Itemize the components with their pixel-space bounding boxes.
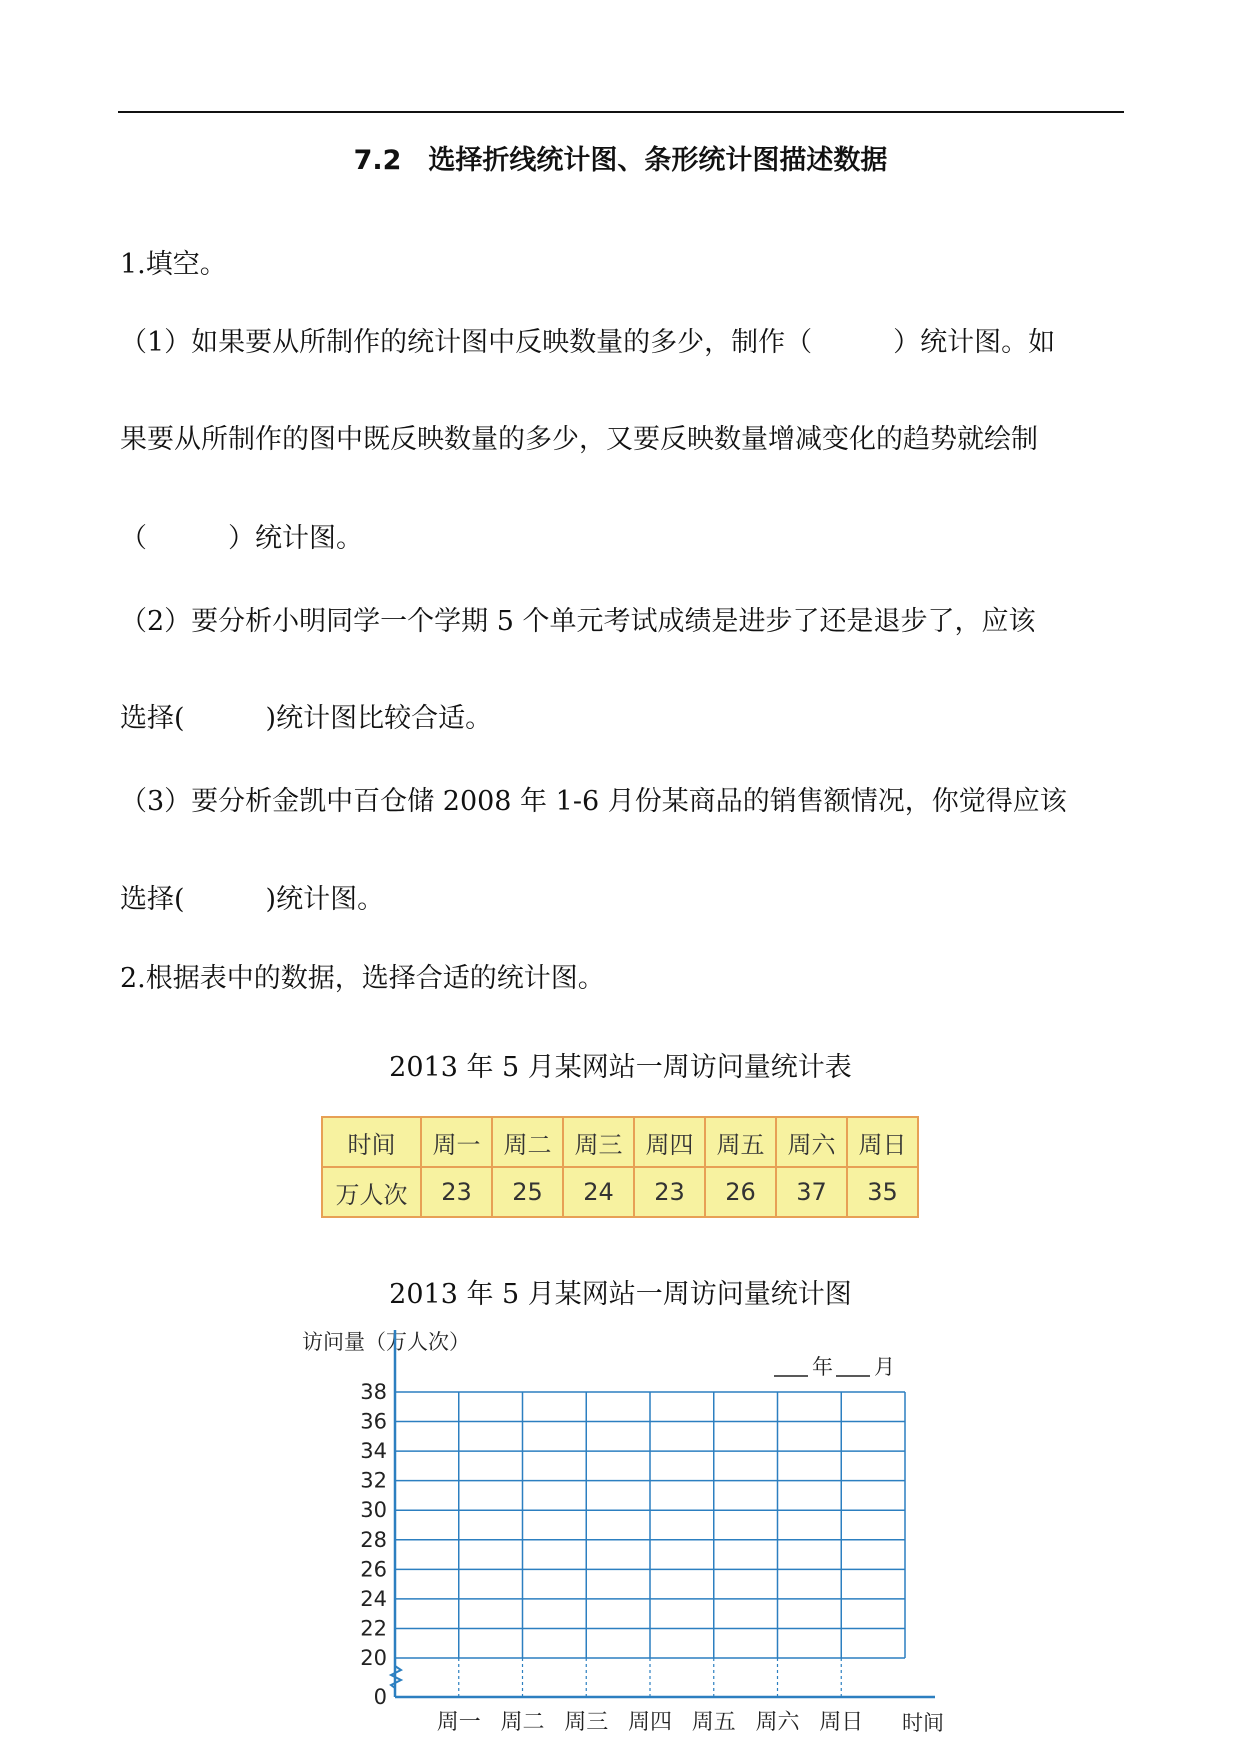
year-month-blank	[774, 1355, 895, 1379]
x-ticks	[437, 1710, 864, 1735]
chart-caption: 2013 年 5 月某网站一周访问量统计图	[389, 1279, 852, 1310]
table-value-cell: 37	[776, 1167, 847, 1217]
y-tick-label: 38	[360, 1380, 387, 1404]
q1-p1-line3: （ ）统计图。	[120, 523, 363, 554]
table-day-cell: 周五	[705, 1117, 776, 1167]
month-label: 月	[874, 1355, 895, 1379]
table-day-cell: 周二	[492, 1117, 563, 1167]
y-tick-label: 26	[360, 1557, 387, 1582]
y-tick-label: 28	[360, 1527, 387, 1552]
table-day-cell: 周一	[421, 1117, 492, 1167]
table-value-label: 万人次	[322, 1167, 421, 1217]
x-axis-label: 时间	[902, 1711, 944, 1735]
table-value-cell: 24	[563, 1167, 634, 1217]
x-tick-label: 周日	[819, 1710, 864, 1735]
blank-line-chart	[290, 1330, 990, 1740]
table-caption: 2013 年 5 月某网站一周访问量统计表	[389, 1052, 852, 1083]
x-tick-label: 周一	[436, 1710, 481, 1735]
q1-p1-line1: （1）如果要从所制作的统计图中反映数量的多少，制作（ ）统计图。如	[120, 327, 1056, 358]
y-tick-label: 24	[360, 1586, 387, 1611]
table-day-cell: 周四	[634, 1117, 705, 1167]
table-header-label: 时间	[322, 1117, 421, 1167]
header-rule	[118, 111, 1124, 113]
x-tick-label: 周四	[627, 1710, 673, 1735]
y-tick-label: 20	[360, 1646, 387, 1670]
q1-p2-line1: （2）要分析小明同学一个学期 5 个单元考试成绩是进步了还是退步了，应该	[120, 606, 1036, 637]
x-tick-label: 周二	[500, 1710, 545, 1735]
x-tick-label: 周五	[691, 1710, 736, 1735]
y-tick-label: 36	[360, 1409, 387, 1434]
x-tick-label: 周六	[755, 1710, 800, 1735]
table-row	[322, 1167, 918, 1217]
table-row	[322, 1117, 918, 1167]
table-day-cell: 周三	[563, 1117, 634, 1167]
q1-p1-line2: 果要从所制作的图中既反映数量的多少，又要反映数量增减变化的趋势就绘制	[120, 424, 1038, 455]
y-tick-label: 32	[360, 1468, 387, 1493]
page-title: 7.2 选择折线统计图、条形统计图描述数据	[353, 145, 888, 176]
q1-p3-line2: 选择( )统计图。	[120, 884, 385, 915]
y-axis-label: 访问量（万人次）	[302, 1330, 470, 1354]
y-ticks	[360, 1380, 387, 1709]
visits-table	[321, 1116, 919, 1218]
y-tick-label: 0	[373, 1685, 387, 1709]
x-tick-label: 周三	[564, 1710, 609, 1735]
table-day-cell: 周六	[776, 1117, 847, 1167]
table-value-cell: 23	[421, 1167, 492, 1217]
y-tick-label: 22	[360, 1616, 387, 1641]
chart-grid	[391, 1330, 935, 1697]
table-value-cell: 35	[847, 1167, 918, 1217]
q1-heading: 1.填空。	[120, 249, 227, 280]
year-label: 年	[812, 1355, 833, 1379]
table-day-cell: 周日	[847, 1117, 918, 1167]
table-value-cell: 23	[634, 1167, 705, 1217]
y-tick-label: 34	[360, 1439, 387, 1464]
table-value-cell: 26	[705, 1167, 776, 1217]
q2-heading: 2.根据表中的数据，选择合适的统计图。	[120, 963, 605, 994]
q1-p2-line2: 选择( )统计图比较合适。	[120, 703, 493, 734]
y-tick-label: 30	[360, 1498, 387, 1523]
q1-p3-line1: （3）要分析金凯中百仓储 2008 年 1-6 月份某商品的销售额情况，你觉得应该	[120, 786, 1067, 817]
table-value-cell: 25	[492, 1167, 563, 1217]
